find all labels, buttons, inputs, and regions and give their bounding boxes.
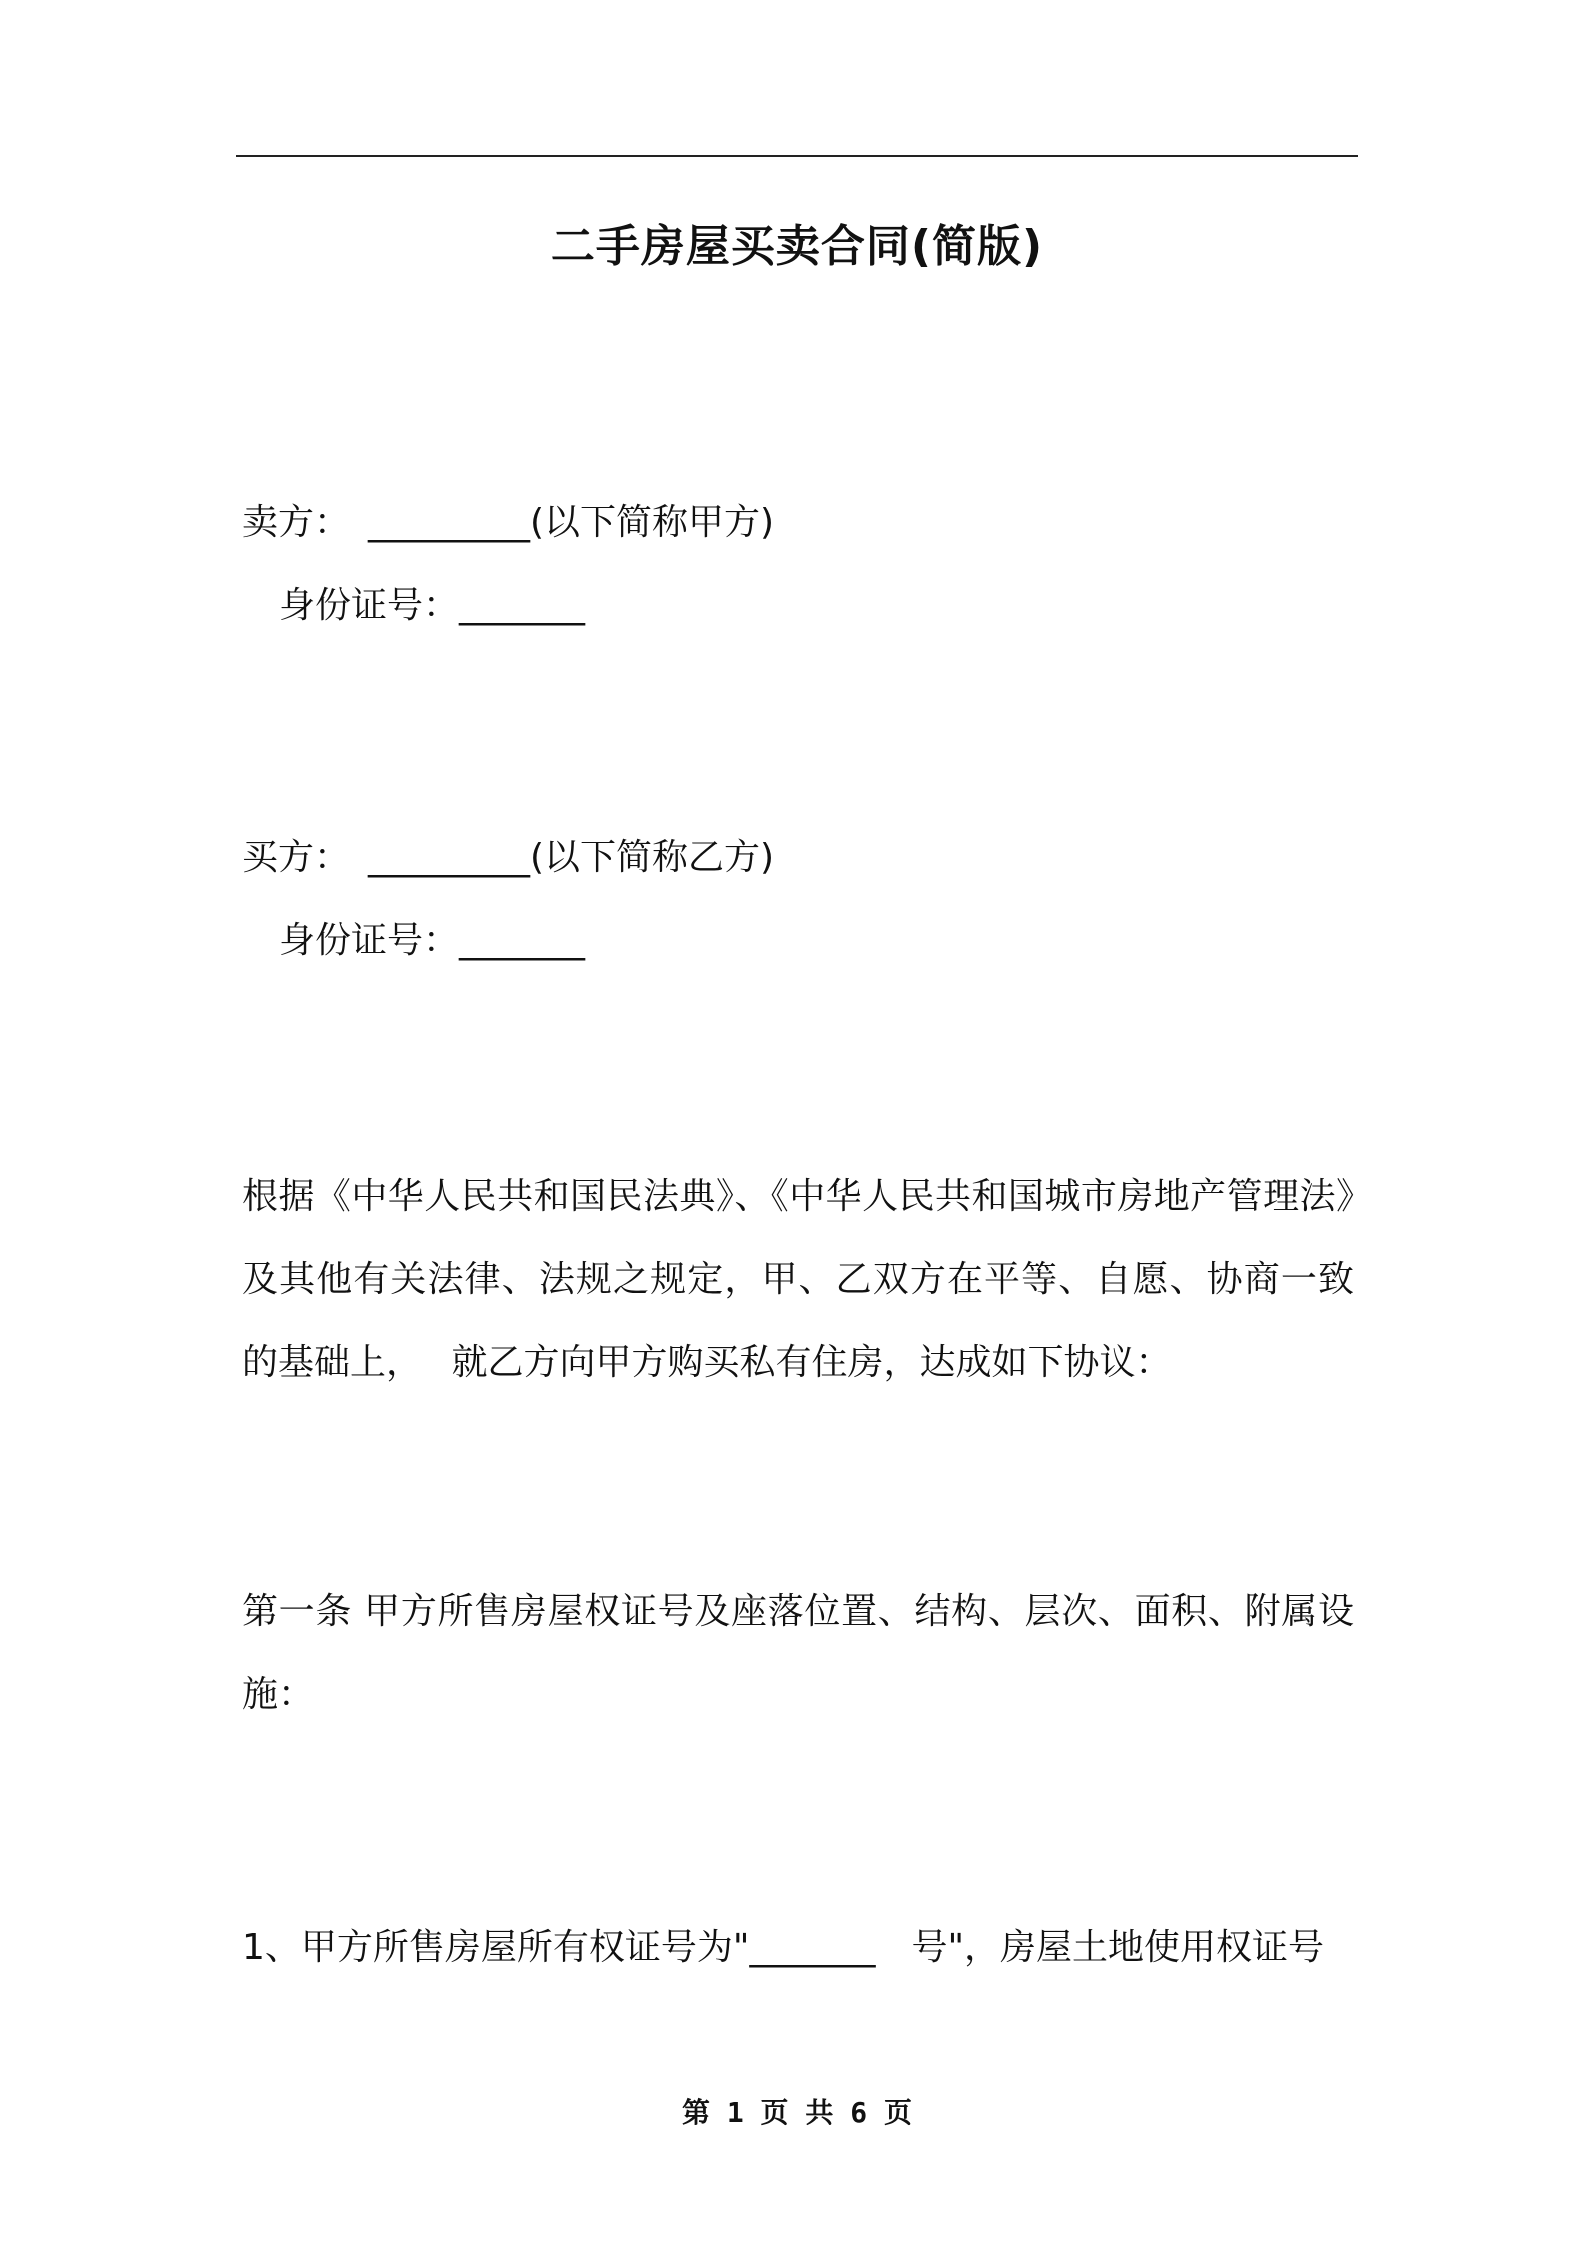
header-rule	[236, 155, 1358, 157]
buyer-line: 买方： _________(以下简称乙方)	[242, 837, 775, 878]
preamble-paragraph: 根据《中华人民共和国民法典》、《中华人民共和国城市房地产管理法》及其他有关法律、法规之规定，甲、乙双方在平等、自愿、协商一致的基础上， 就乙方向甲方购买私有住房，达成如下协议：	[242, 1176, 1354, 1383]
article-1-heading: 第一条 甲方所售房屋权证号及座落位置、结构、层次、面积、附属设施：	[242, 1591, 1354, 1715]
buyer-id-line: 身份证号：_______	[279, 920, 586, 961]
page-indicator: 第 1 页 共 6 页	[681, 2096, 912, 2129]
seller-line: 卖方： _________(以下简称甲方)	[242, 502, 775, 543]
document-title: 二手房屋买卖合同(简版)	[550, 221, 1044, 272]
seller-id-line: 身份证号：_______	[279, 585, 586, 626]
clause-1: 1、甲方所售房屋所有权证号为"_______ 号"，房屋土地使用权证号	[242, 1927, 1325, 1968]
